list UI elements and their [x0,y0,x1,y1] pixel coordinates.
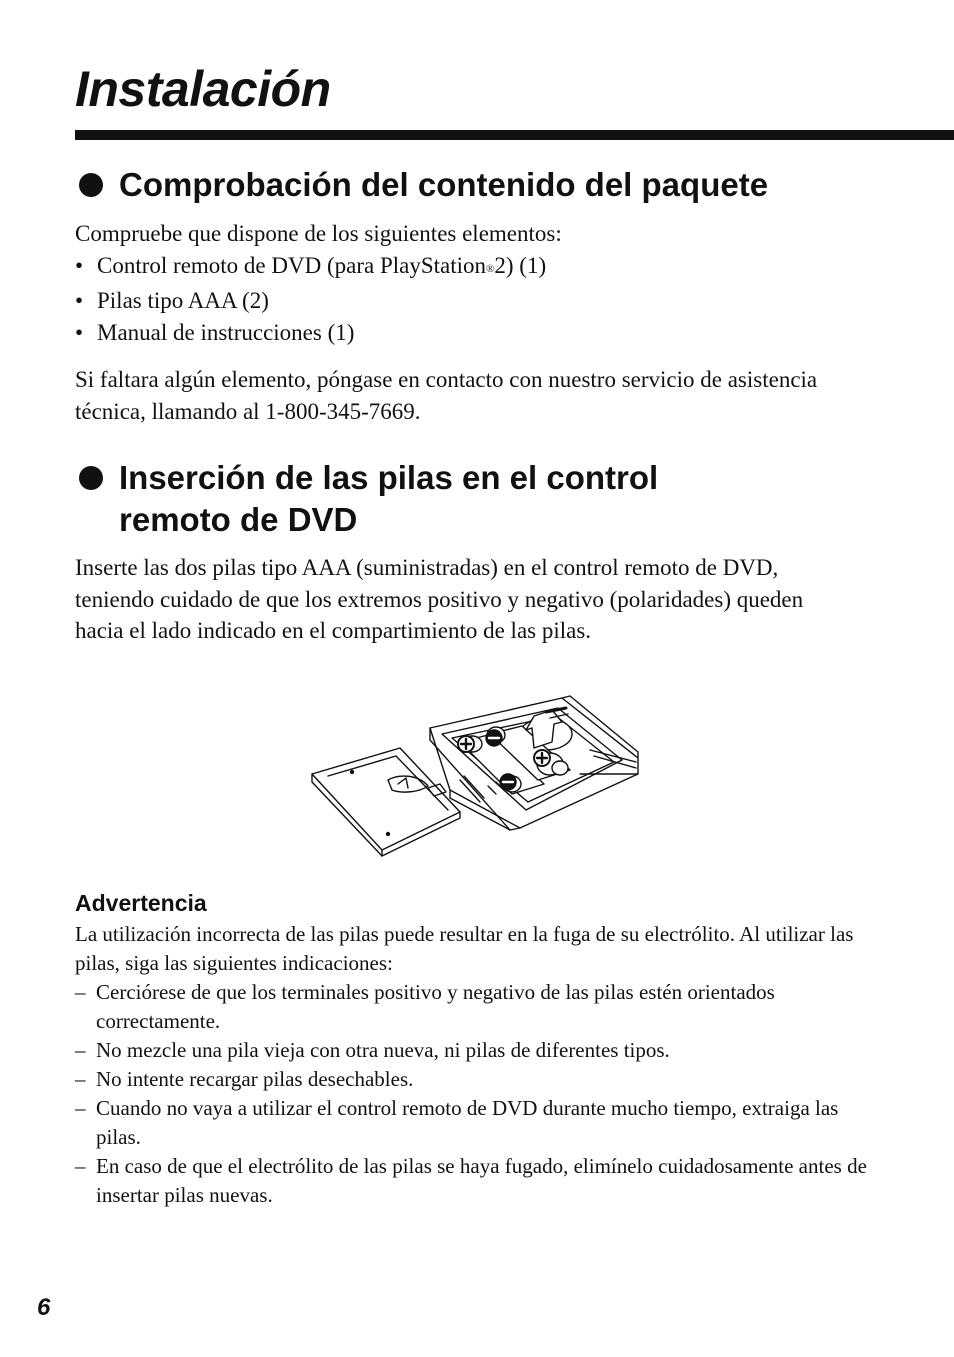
warning-list [75,978,875,1210]
list-item: – Cuando no vaya a utilizar el control remoto de DVD durante mucho tiempo, extraiga las pilas. [75,1094,875,1152]
list-item: – Cerciórese de que los terminales positivo y negativo de las pilas estén orientados correctamente. [75,978,875,1036]
page-number: 6 [37,1294,51,1321]
section-heading-line-2: remoto de DVD [119,501,358,538]
registered-mark: ® [486,262,495,275]
heading-bullet-icon [79,466,103,490]
section-heading-text: Comprobación del contenido del paquete [119,166,769,203]
list-item: • Pilas tipo AAA (2) [75,285,865,317]
list-item: • Control remoto de DVD (para PlayStation®2) (1) [75,250,865,286]
warning-intro: La utilización incorrecta de las pilas puede resultar en la fuga de su electrólito. Al utilizar las pilas, siga las siguientes indicaciones: [75,922,854,975]
title-rule [75,130,954,140]
warning-body [75,920,875,1210]
section-heading-line-1: Inserción de las pilas en el control [119,459,659,496]
battery-cover-icon [312,748,460,856]
contents-intro: Compruebe que dispone de los siguientes elementos: [75,221,562,246]
page-title: Instalación [75,61,331,117]
list-item: • Manual de instrucciones (1) [75,317,865,349]
heading-bullet-icon [79,173,103,197]
batteries-section-body [75,552,845,647]
batteries-instructions: Inserte las dos pilas tipo AAA (suministradas) en el control remoto de DVD, teniendo cuidado de que los extremos positivo y negativo (polaridades) queden hacia el lado indicado en el compartimiento de las pilas. [75,555,804,643]
list-item: – No intente recargar pilas desechables. [75,1065,875,1094]
contents-list [75,250,865,349]
missing-items-note: Si faltara algún elemento, póngase en contacto con nuestro servicio de asistencia técnica, llamando al 1-800-345-7669. [75,367,818,424]
contents-section-body [75,218,865,427]
list-item: – En caso de que el electrólito de las pilas se haya fugado, elimínelo cuidadosamente antes de insertar pilas nuevas. [75,1152,875,1210]
section-heading-contents [75,164,768,206]
warning-title: Advertencia [75,890,207,916]
list-item: – No mezcle una pila vieja con otra nueva, ni pilas de diferentes tipos. [75,1036,875,1065]
battery-insertion-illustration [300,690,645,860]
section-heading-batteries [75,457,658,541]
